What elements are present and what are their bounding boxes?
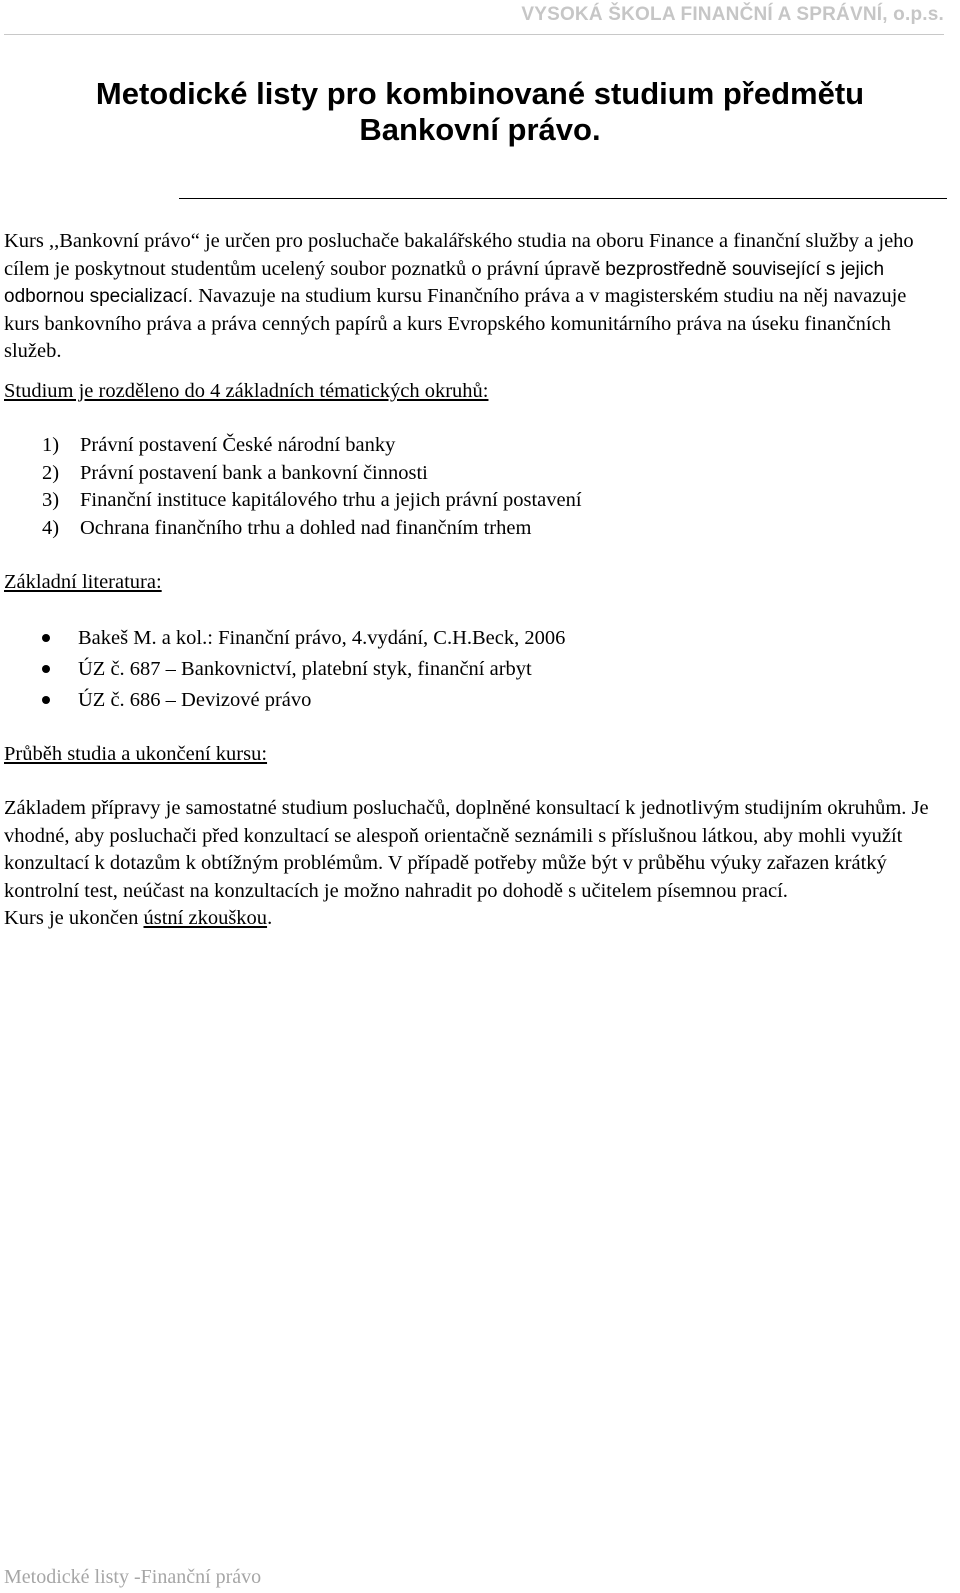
topic-number: 2) [42,461,60,484]
topics-list [4,432,940,542]
intro-text-2: bezprostředně související s jejich odbornou specializací. [4,258,885,307]
document-body [4,228,940,933]
topic-number: 1) [42,434,60,456]
literature-text: ÚZ č. 687 – Bankovnictví, platební styk, finanční arbyt [78,657,532,680]
literature-heading: Základní literatura: [4,571,162,593]
topics-heading: Studium je rozděleno do 4 základních tématických okruhů: [4,379,489,402]
literature-list [4,623,940,716]
topic-text: Právní postavení České národní banky [80,434,396,456]
header-divider [4,34,944,35]
ending-suffix: . [267,907,273,929]
bullet-icon [4,685,78,716]
literature-text: ÚZ č. 686 – Devizové právo [78,688,312,711]
page-title [0,76,960,148]
literature-item [4,685,940,716]
title-line-2: Bankovní právo. [359,112,601,147]
topic-item [4,432,940,460]
topic-item [4,515,940,543]
title-divider [179,198,947,199]
literature-text: Bakeš M. a kol.: Finanční právo, 4.vydání, C.H.Beck, 2006 [78,626,566,649]
bullet-icon [4,654,78,685]
topic-text: Ochrana finančního trhu a dohled nad finančním trhem [80,516,532,539]
topic-item [4,487,940,515]
topic-text: Finanční instituce kapitálového trhu a jejich právní postavení [80,489,582,511]
bullet-icon [4,623,78,654]
course-paragraph: Základem přípravy je samostatné studium posluchačů, doplněné konsultací k jednotlivým studijním okruhům. Je vhodné, aby posluchači před konzultací se alespoň orientačně seznámili s příslušnou látkou, aby mohli využít konzultací k dotazům k obtížným problémům. V případě potřeby může být v průběhu výuky zařazen krátký kontrolní test, neúčast na konzultacích je možno nahradit po dohodě s učitelem písemnou prací. [4,797,929,902]
course-heading: Průběh studia a ukončení kursu: [4,742,268,765]
school-header: VYSOKÁ ŠKOLA FINANČNÍ A SPRÁVNÍ, o.p.s. [521,4,944,25]
ending-prefix: Kurs je ukončen [4,907,139,929]
topic-item [4,460,940,488]
course-ending [4,905,940,933]
page-footer: Metodické listy -Finanční právo [4,1566,262,1588]
literature-item [4,654,940,685]
topic-number: 4) [42,516,60,539]
topic-text: Právní postavení bank a bankovní činnosti [80,461,428,484]
intro-text-3: Navazuje na studium kursu Finančního práva a v magisterském studiu na něj navazuje kurs bankovního práva a práva cenných papírů a kurs Evropského komunitárního práva na úseku finančních služeb. [4,285,907,362]
exam-type: ústní zkouškou [143,907,268,929]
topic-number: 3) [42,489,60,511]
literature-item [4,623,940,654]
intro-paragraph [4,228,940,366]
title-line-1: Metodické listy pro kombinované studium předmětu [95,76,865,111]
intro-text-1: Kurs ,,Bankovní právo“ je určen pro posluchače bakalářského studia na oboru Finance a finanční služby a jeho cílem je poskytnout studentům ucelený soubor poznatků o právní úpravě [4,230,914,280]
